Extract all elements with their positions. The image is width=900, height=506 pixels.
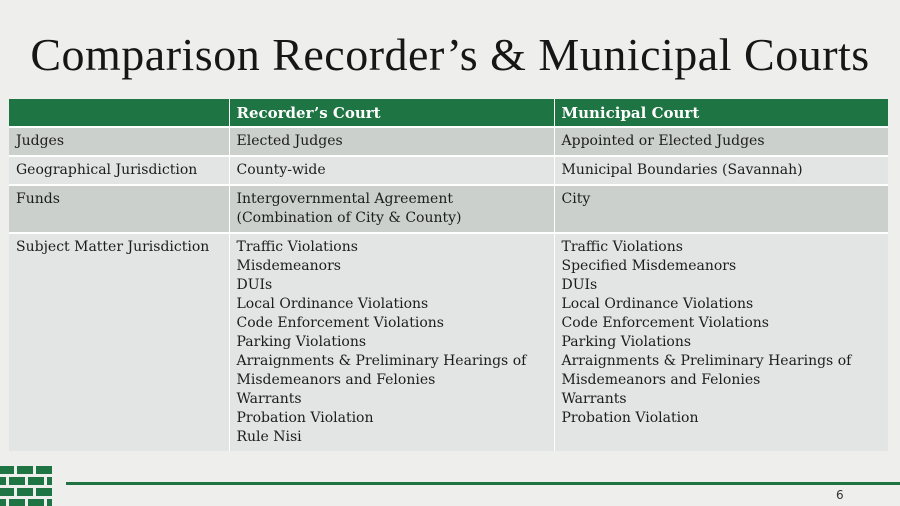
cell-line: Arraignments & Preliminary Hearings of bbox=[236, 353, 527, 369]
table-row bbox=[9, 127, 888, 156]
cell-line: Misdemeanors bbox=[236, 258, 341, 274]
table-row bbox=[9, 233, 888, 451]
row-label: Geographical Jurisdiction bbox=[9, 156, 229, 185]
cell-line: Traffic Violations bbox=[236, 239, 358, 255]
cell-line: Parking Violations bbox=[236, 334, 367, 350]
table-row bbox=[9, 185, 888, 233]
cell-line: Municipal Boundaries (Savannah) bbox=[561, 162, 803, 178]
table-header-row bbox=[9, 99, 888, 127]
cell-line: Arraignments & Preliminary Hearings of bbox=[561, 353, 852, 369]
cell-line: City bbox=[561, 191, 591, 207]
cell-line: (Combination of City & County) bbox=[236, 210, 462, 226]
cell-line: Appointed or Elected Judges bbox=[561, 133, 765, 149]
municipal-cell bbox=[554, 127, 888, 156]
municipal-cell bbox=[554, 156, 888, 185]
cell-line: Traffic Violations bbox=[561, 239, 683, 255]
header-recorders-court: Recorder’s Court bbox=[229, 99, 554, 127]
cell-line: Probation Violation bbox=[561, 410, 699, 426]
cell-line: County-wide bbox=[236, 162, 326, 178]
recorder-cell bbox=[229, 156, 554, 185]
cell-line: Intergovernmental Agreement bbox=[236, 191, 453, 207]
cell-line: Local Ordinance Violations bbox=[561, 296, 754, 312]
footer-divider bbox=[66, 482, 900, 485]
table-row bbox=[9, 156, 888, 185]
cell-line: DUIs bbox=[561, 277, 598, 293]
municipal-cell bbox=[554, 233, 888, 451]
row-label: Funds bbox=[9, 185, 229, 233]
cell-line: Code Enforcement Violations bbox=[561, 315, 769, 331]
cell-line: Misdemeanors and Felonies bbox=[561, 372, 761, 388]
row-label: Subject Matter Jurisdiction bbox=[9, 233, 229, 451]
municipal-cell bbox=[554, 185, 888, 233]
cell-line: Local Ordinance Violations bbox=[236, 296, 429, 312]
page-number: 6 bbox=[836, 488, 844, 502]
cell-line: Warrants bbox=[236, 391, 302, 407]
recorder-cell bbox=[229, 127, 554, 156]
cell-line: Probation Violation bbox=[236, 410, 374, 426]
cell-line: DUIs bbox=[236, 277, 273, 293]
header-blank bbox=[9, 99, 229, 127]
slide-title: Comparison Recorder’s & Municipal Courts bbox=[30, 29, 870, 80]
cell-line: Warrants bbox=[561, 391, 627, 407]
cell-line: Elected Judges bbox=[236, 133, 343, 149]
recorder-cell bbox=[229, 185, 554, 233]
comparison-table bbox=[9, 99, 888, 451]
cell-line: Parking Violations bbox=[561, 334, 692, 350]
brick-logo-icon bbox=[0, 462, 52, 506]
cell-line: Code Enforcement Violations bbox=[236, 315, 444, 331]
recorder-cell bbox=[229, 233, 554, 451]
cell-line: Specified Misdemeanors bbox=[561, 258, 737, 274]
header-municipal-court: Municipal Court bbox=[554, 99, 888, 127]
cell-line: Rule Nisi bbox=[236, 429, 302, 445]
row-label: Judges bbox=[9, 127, 229, 156]
cell-line: Misdemeanors and Felonies bbox=[236, 372, 436, 388]
